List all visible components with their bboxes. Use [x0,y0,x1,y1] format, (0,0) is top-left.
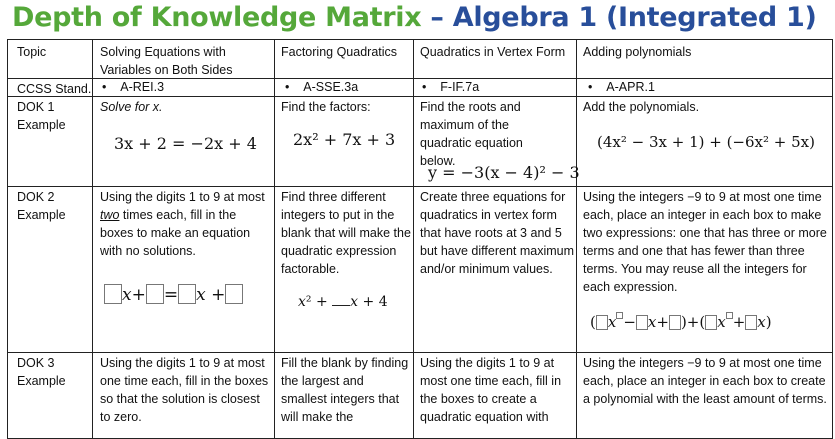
dok1-solving-prompt: Solve for x. [100,100,163,114]
header-vertex-form: Quadratics in Vertex Form [420,45,566,59]
answer-box[interactable] [178,284,196,304]
answer-box[interactable] [705,315,717,330]
row-divider [8,96,832,97]
header-factoring: Factoring Quadratics [281,45,398,59]
dok2-solving-prompt: Using the digits 1 to 9 at most two times each, fill in the boxes to make an equation with no solutions. [100,190,265,258]
answer-blank[interactable] [332,295,350,306]
answer-box[interactable] [104,284,122,304]
answer-box[interactable] [596,315,608,330]
row-divider [8,186,832,187]
dok1-adding-expression: (4x² − 3x + 1) + (−6x² + 5x) [597,133,815,151]
ccss-label: CCSS Stand. [17,82,92,96]
ccss-item: • A-SSE.3a [285,80,359,94]
dok1-adding-prompt: Add the polynomials. [583,100,700,114]
dok2-label: DOK 2 Example [17,190,66,222]
dok2-equation-boxes: x+ = x + [104,284,243,305]
answer-box[interactable] [146,284,164,304]
title-dash: – [421,2,453,33]
dok1-vertex-prompt: Find the roots and maximum of the quadratic equation below. [420,100,523,168]
ccss-item: • A-REI.3 [102,80,165,94]
title-course: Algebra 1 (Integrated 1) [452,2,817,33]
column-divider [274,40,275,438]
dok2-factoring-expression: x² + x + 4 [298,294,388,310]
dok1-label: DOK 1 Example [17,100,66,132]
title-matrix: Depth of Knowledge Matrix [12,2,422,33]
dok3-solving-prompt: Using the digits 1 to 9 at most one time each, fill in the boxes so that the solution is closest to zero. [100,356,269,424]
dok2-adding-prompt: Using the integers −9 to 9 at most one time each, place an integer in each box to make two expressions: one that has three or more terms and one that has fewer than three terms. You may reuse all the integers for each expression. [583,190,827,294]
dok1-solving-equation: 3x + 2 = −2x + 4 [114,134,257,153]
dok1-vertex-equation: y = −3(x − 4)² − 3 [428,163,580,182]
dok3-factoring-prompt: Fill the blank by finding the largest and smallest integers that will make the [281,356,409,424]
dok3-label: DOK 3 Example [17,356,66,388]
ccss-item: • F-IF.7a [422,80,480,94]
answer-box[interactable] [745,315,757,330]
dok2-polynomial-boxes: ( x − x+ )+( x + x) [590,313,772,331]
ccss-item: • A-APR.1 [588,80,655,94]
dok1-factoring-prompt: Find the factors: [281,100,371,114]
column-divider [413,40,414,438]
dok3-vertex-prompt: Using the digits 1 to 9 at most one time each, fill in the boxes to create a quadratic equation with [420,356,562,424]
answer-box[interactable] [669,315,681,330]
dok2-factoring-prompt: Find three different integers to put in the blank that will make the quadratic expression factorable. [281,190,411,276]
row-divider [8,352,832,353]
dok1-factoring-expression: 2x² + 7x + 3 [293,130,396,149]
column-divider [92,40,93,438]
exponent-box[interactable] [726,312,733,319]
column-divider [576,40,577,438]
header-solving-equations: Solving Equations with Variables on Both Sides [100,45,233,77]
answer-box[interactable] [636,315,648,330]
dok-matrix-table [7,39,833,439]
answer-box[interactable] [225,284,243,304]
header-topic: Topic [17,45,47,59]
dok2-vertex-prompt: Create three equations for quadratics in vertex form that have roots at 3 and 5 but have different maximum and/or minimum values. [420,190,575,276]
header-adding-polynomials: Adding polynomials [583,45,692,59]
dok3-adding-prompt: Using the integers −9 to 9 at most one time each, place an integer in each box to create a polynomial with the least amount of terms. [583,356,827,406]
exponent-box[interactable] [616,312,623,319]
page-title [12,2,817,33]
